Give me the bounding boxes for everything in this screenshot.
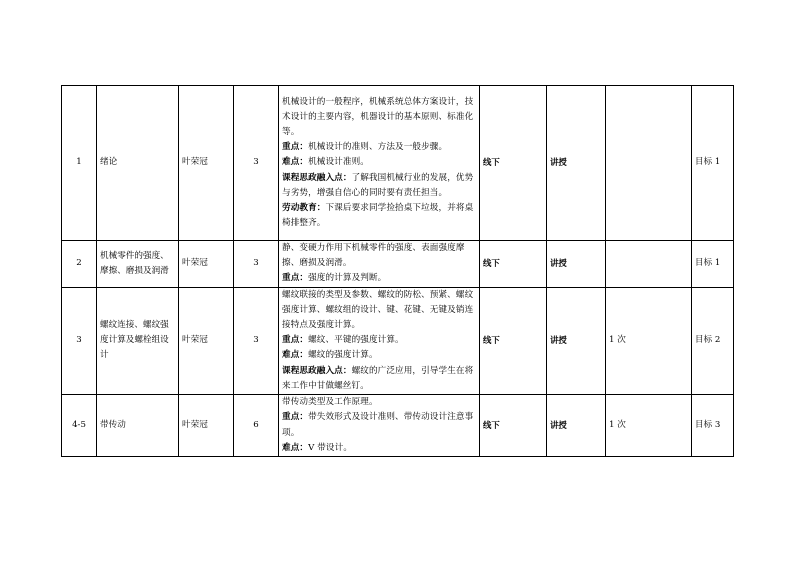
key-point	[282, 140, 476, 155]
key-point	[282, 410, 476, 440]
difficult-point-text: 螺纹的强度计算。	[308, 350, 378, 361]
lesson-content	[279, 395, 480, 457]
syllabus-table	[61, 85, 734, 457]
teaching-mode: 线下	[480, 241, 547, 288]
lesson-topic: 机械零件的强度、摩擦、磨损及润滑	[97, 241, 179, 288]
ideology-point-text: 了解我国机械行业的发展，优势与劣势，增强自信心的同时要有责任担当。	[282, 172, 474, 198]
key-point-label: 重点：	[282, 142, 309, 153]
key-point-label: 重点：	[282, 335, 309, 346]
content-intro: 螺纹联接的类型及参数、螺纹的防松、预紧、螺纹强度计算、螺纹组的设计、键、花键、无键及销连接特点及强度计算。	[282, 289, 474, 331]
class-hours: 3	[234, 287, 279, 394]
teaching-mode: 线下	[480, 395, 547, 457]
class-hours: 3	[234, 86, 279, 241]
lesson-number: 1	[62, 86, 97, 241]
teacher-name: 叶荣冠	[179, 86, 234, 241]
difficult-point-label: 难点：	[282, 157, 309, 168]
key-point-text: 螺纹、平键的强度计算。	[308, 335, 404, 346]
difficult-point	[282, 348, 476, 363]
teaching-mode: 线下	[480, 86, 547, 241]
experiment-count: 1 次	[606, 287, 692, 394]
lesson-content	[279, 86, 480, 241]
table-row	[62, 287, 734, 394]
teaching-method: 讲授	[547, 395, 606, 457]
table-row	[62, 241, 734, 288]
difficult-point-text: 机械设计准则。	[308, 157, 369, 168]
experiment-count	[606, 241, 692, 288]
teaching-method: 讲授	[547, 86, 606, 241]
key-point-text: 带失效形式及设计准则、带传动设计注意事项。	[282, 412, 474, 438]
teacher-name: 叶荣冠	[179, 241, 234, 288]
course-objective: 目标 3	[692, 395, 734, 457]
key-point-text: 强度的计算及判断。	[308, 273, 387, 284]
teacher-name: 叶荣冠	[179, 395, 234, 457]
key-point	[282, 271, 476, 286]
content-intro: 带传动类型及工作原理。	[282, 397, 378, 408]
course-objective: 目标 2	[692, 287, 734, 394]
lesson-content	[279, 287, 480, 394]
ideology-point-label: 课程思政融入点：	[282, 172, 352, 183]
table-row	[62, 395, 734, 457]
teaching-mode: 线下	[480, 287, 547, 394]
teaching-method: 讲授	[547, 241, 606, 288]
ideology-point	[282, 364, 476, 394]
lesson-number: 4-5	[62, 395, 97, 457]
difficult-point	[282, 441, 476, 456]
lesson-number: 3	[62, 287, 97, 394]
teacher-name: 叶荣冠	[179, 287, 234, 394]
table-row	[62, 86, 734, 241]
lesson-content	[279, 241, 480, 288]
lesson-topic: 绪论	[97, 86, 179, 241]
ideology-point	[282, 171, 476, 201]
lesson-topic: 螺纹连接、螺纹强度计算及螺栓组设计	[97, 287, 179, 394]
key-point	[282, 333, 476, 348]
teaching-method: 讲授	[547, 287, 606, 394]
ideology-point-label: 课程思政融入点：	[282, 365, 352, 376]
difficult-point-label: 难点：	[282, 442, 309, 453]
experiment-count: 1 次	[606, 395, 692, 457]
ideology-point-text: 螺纹的广泛应用，引导学生在将来工作中甘做螺丝钉。	[282, 365, 474, 391]
labor-education	[282, 201, 476, 231]
content-intro: 机械设计的一般程序，机械系统总体方案设计，技术设计的主要内容，机器设计的基本原则、标准化等。	[282, 96, 474, 137]
course-objective: 目标 1	[692, 241, 734, 288]
difficult-point-text: V 带设计。	[308, 442, 353, 453]
key-point-text: 机械设计的准则、方法及一般步骤。	[308, 142, 448, 153]
lesson-number: 2	[62, 241, 97, 288]
key-point-label: 重点：	[282, 412, 309, 423]
class-hours: 3	[234, 241, 279, 288]
labor-education-label: 劳动教育：	[282, 203, 326, 213]
labor-education-text: 下课后要求同学捡拾桌下垃圾，并将桌椅排整齐。	[282, 203, 474, 229]
experiment-count	[606, 86, 692, 241]
content-intro: 静、变硬力作用下机械零件的强度、表面强度摩擦、磨损及润滑。	[282, 243, 465, 269]
lesson-topic: 带传动	[97, 395, 179, 457]
key-point-label: 重点：	[282, 273, 309, 284]
difficult-point	[282, 155, 476, 170]
course-objective: 目标 1	[692, 86, 734, 241]
difficult-point-label: 难点：	[282, 350, 309, 361]
class-hours: 6	[234, 395, 279, 457]
